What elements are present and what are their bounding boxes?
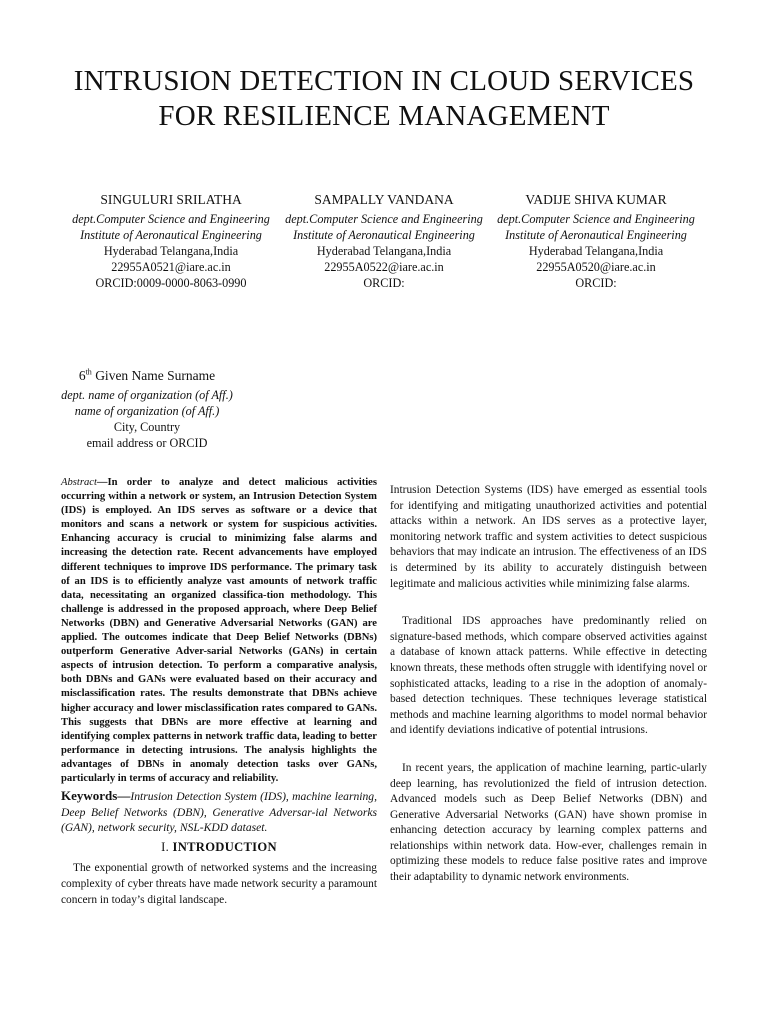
intro-paragraph: The exponential growth of networked systems and the increasing complexity of cyber threats have made network security a paramount concern in today’s digital landscape. bbox=[61, 862, 377, 906]
author-orcid: ORCID: bbox=[363, 276, 405, 290]
abstract-lead: Abstract bbox=[61, 477, 97, 488]
author-name: SAMPALLY VANDANA bbox=[314, 192, 454, 207]
author-dept: dept.Computer Science and Engineering bbox=[497, 212, 695, 226]
author-email: 22955A0521@iare.ac.in bbox=[111, 260, 231, 274]
author-block-4 bbox=[42, 368, 252, 451]
keywords-text: Intrusion Detection System (IDS), machine learning, Deep Belief Networks (DBN), Generative Adversar-ial Networks (GAN), network security, NSL-KDD dataset. bbox=[61, 790, 377, 835]
author-dept: dept.Computer Science and Engineering bbox=[72, 212, 270, 226]
title-line-2: FOR RESILIENCE MANAGEMENT bbox=[158, 100, 610, 132]
author-name: VADIJE SHIVA KUMAR bbox=[525, 192, 667, 207]
author-dept: dept.Computer Science and Engineering bbox=[285, 212, 483, 226]
right-column bbox=[390, 483, 707, 908]
author-institute: Institute of Aeronautical Engineering bbox=[505, 228, 687, 242]
author-location: Hyderabad Telangana,India bbox=[316, 244, 452, 258]
author-location: City, Country bbox=[113, 420, 181, 434]
section-title: INTRODUCTION bbox=[172, 839, 277, 854]
author-location: Hyderabad Telangana,India bbox=[103, 244, 239, 258]
paper-title bbox=[40, 64, 728, 134]
keywords-lead: Keywords— bbox=[61, 788, 131, 804]
author-block-1 bbox=[66, 192, 276, 291]
author-dept: dept. name of organization (of Aff.) bbox=[61, 388, 233, 402]
author-orcid: ORCID: bbox=[575, 276, 617, 290]
author-institute: Institute of Aeronautical Engineering bbox=[293, 228, 475, 242]
author-block-2 bbox=[279, 192, 489, 291]
keywords bbox=[61, 788, 377, 836]
author-contact: email address or ORCID bbox=[86, 436, 208, 450]
body-paragraph-1: Intrusion Detection Systems (IDS) have emerged as essential tools for identifying and mitigating unauthorized activities and potential attacks within a network. An IDS serves as a protective layer, monitoring network traffic and system activities to detect suspicious behaviors that may indicate an intrusion. The effectiveness of an IDS is determined by its ability to accurately distinguish between legitimate and malicious activities while minimizing false alarms. bbox=[390, 484, 707, 590]
author-institute: name of organization (of Aff.) bbox=[74, 404, 220, 418]
section-heading-introduction bbox=[61, 840, 377, 856]
author-email: 22955A0522@iare.ac.in bbox=[324, 260, 444, 274]
left-column bbox=[61, 476, 377, 908]
author-name: SINGULURI SRILATHA bbox=[100, 192, 242, 207]
body-paragraph-3: In recent years, the application of machine learning, partic-ularly deep learning, has revolutionized the field of intrusion detection. Advanced models such as Deep Belief Networks (DBN) and Generative Adversarial Networks (GAN) have shown promise in enhancing detection accuracy by learning complex patterns and relationships within network data. How-ever, challenges remain in optimizing these models to reduce false positive rates and improve their adaptability to dynamic network environments. bbox=[390, 761, 707, 884]
body-paragraph-2: Traditional IDS approaches have predominantly relied on signature-based methods, which compare observed activities against a database of known attack patterns. While effective in detecting known threats, these methods often struggle with identifying novel or sophisticated attacks, leading to a rise in the adoption of anomaly-based detection techniques. These techniques leverage statistical methods and machine learning algorithms to model normal behavior and identify deviations indicative of potential intrusions. bbox=[390, 615, 707, 737]
section-number: I. bbox=[161, 839, 173, 854]
title-line-1: INTRUSION DETECTION IN CLOUD SERVICES bbox=[73, 65, 695, 97]
author-block-3 bbox=[491, 192, 701, 291]
abstract-text: —In order to analyze and detect malicious activities occurring within a network or system, an Intrusion Detection System (IDS) is employed. An IDS serves as software or a device that monitors and scans a network or system for suspicious activities. Enhancing accuracy is crucial to minimizing false alarms and increasing the detection rate. Recent advancements have employed different techniques to improve IDS performance. The primary task of an IDS is to efficiently analyze vast amounts of network traffic data, necessitating an organized classifica-tion methodology. This challenge is addressed in the proposed approach, where Deep Belief Networks (DBN) and Generative Adversarial Networks (GAN) are applied. The outcomes indicate that Deep Belief Networks (DBNs) outperform Generative Adver-sarial Networks (GANs) in certain aspects of intrusion detection. To perform a comparative analysis, both DBNs and GANs were evaluated based on their accuracy and misclassification rates. The results demonstrate that DBNs achieve higher accuracy and lower misclassification rates compared to GANs. This suggests that DBNs are more effective at learning and identifying complex patterns in network traffic data, leading to better performance in detecting intrusions. The analysis highlights the advantages of DBNs in anomaly detection tasks over GANs, particularly in terms of accuracy and reliability. bbox=[61, 477, 377, 784]
author-institute: Institute of Aeronautical Engineering bbox=[80, 228, 262, 242]
author-email: 22955A0520@iare.ac.in bbox=[536, 260, 656, 274]
author-location: Hyderabad Telangana,India bbox=[528, 244, 664, 258]
author-orcid: ORCID:0009-0000-8063-0990 bbox=[95, 276, 247, 290]
abstract bbox=[61, 476, 377, 786]
author-name: 6th Given Name Surname bbox=[78, 367, 216, 383]
